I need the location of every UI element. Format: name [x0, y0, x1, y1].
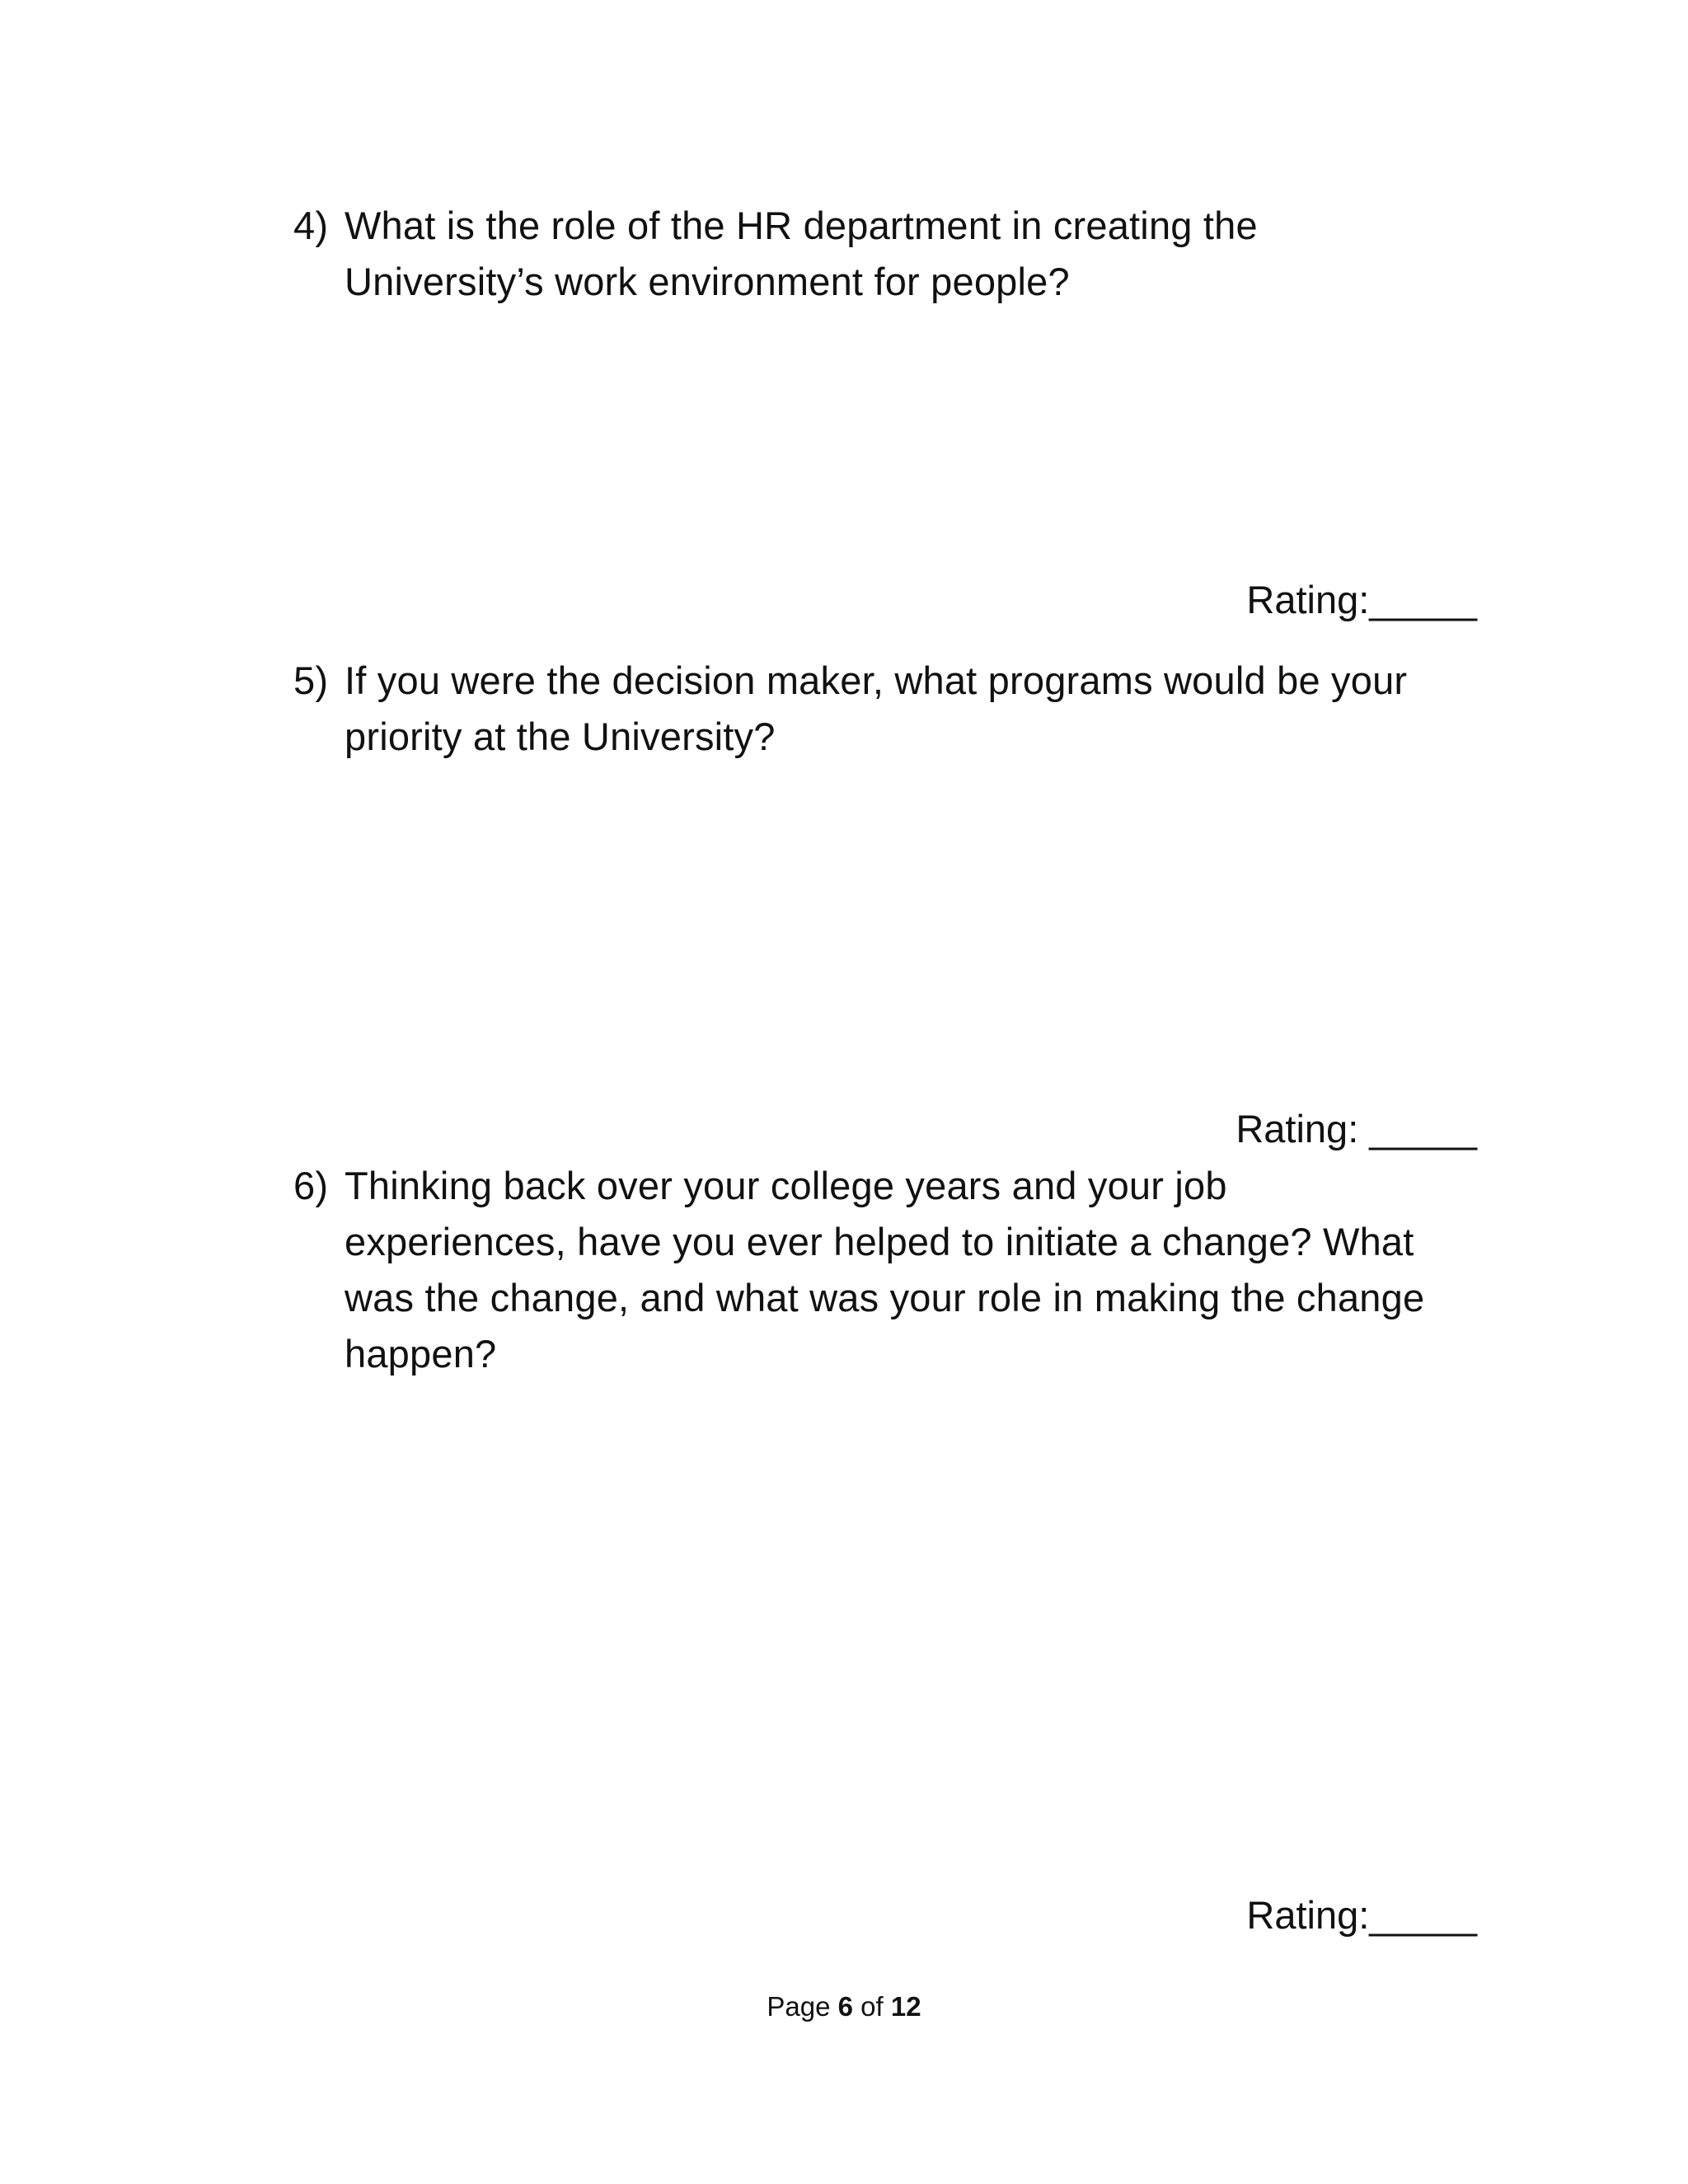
question-5 [293, 653, 1480, 765]
rating-field-4: Rating:_____ [1246, 578, 1477, 621]
question-4 [293, 198, 1480, 310]
page-footer [0, 1988, 1688, 2026]
question-text: If you were the decision maker, what programs would be your priority at the University? [345, 658, 1408, 758]
footer-separator: of [860, 1991, 884, 2022]
question-text: Thinking back over your college years and your job experiences, have you ever helped to initiate a change? What was the change, and what was your role in making the change happen? [345, 1164, 1425, 1376]
rating-field-6: Rating:_____ [1246, 1893, 1477, 1937]
footer-prefix: Page [767, 1991, 831, 2022]
current-page-number: 6 [837, 1991, 853, 2022]
question-number: 4) [293, 204, 329, 247]
rating-field-5: Rating: _____ [1236, 1107, 1477, 1151]
question-number: 5) [293, 658, 329, 702]
question-text: What is the role of the HR department in creating the University’s work environment for people? [345, 204, 1258, 303]
question-6 [293, 1158, 1480, 1382]
total-pages-number: 12 [890, 1991, 921, 2022]
question-number: 6) [293, 1164, 329, 1207]
